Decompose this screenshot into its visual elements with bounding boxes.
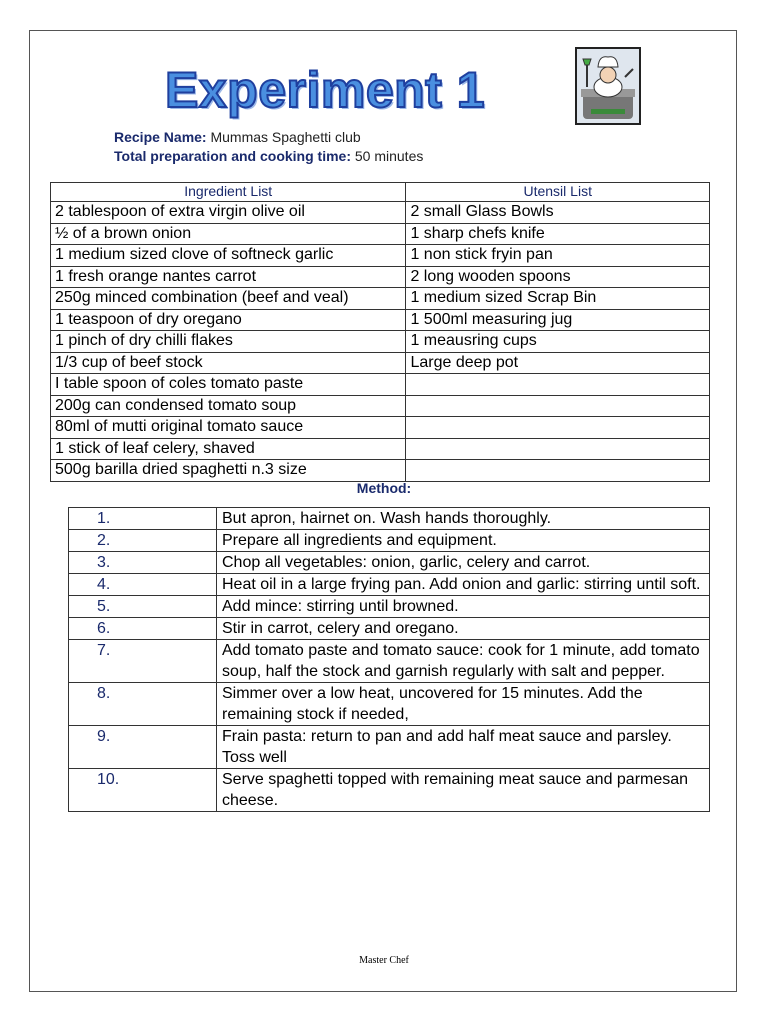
method-row [69,618,710,640]
recipe-name-label: Recipe Name: [114,129,207,145]
table-row [51,309,710,331]
step-number: 3. [69,552,217,574]
utensil-cell [406,460,710,482]
method-row [69,640,710,683]
ingredient-cell: 1 medium sized clove of softneck garlic [51,245,406,267]
step-text: Add tomato paste and tomato sauce: cook for 1 minute, add tomato soup, half the stock and garnish regularly with salt and pepper. [217,640,710,683]
ingredient-cell: 250g minced combination (beef and veal) [51,288,406,310]
table-row [51,202,710,224]
table-row [51,417,710,439]
step-number: 10. [69,769,217,812]
table-row [51,374,710,396]
step-text: But apron, hairnet on. Wash hands thoroughly. [217,508,710,530]
chef-clipart-icon [575,47,641,125]
method-heading: Method: [356,480,412,496]
ingredient-list-header: Ingredient List [51,183,406,202]
utensil-cell: Large deep pot [406,352,710,374]
step-text: Frain pasta: return to pan and add half meat sauce and parsley. Toss well [217,726,710,769]
step-text: Heat oil in a large frying pan. Add onion and garlic: stirring until soft. [217,574,710,596]
step-text: Simmer over a low heat, uncovered for 15 minutes. Add the remaining stock if needed, [217,683,710,726]
table-row [51,331,710,353]
total-time-line [114,147,423,165]
method-row [69,769,710,812]
utensil-cell [406,374,710,396]
step-text: Serve spaghetti topped with remaining meat sauce and parmesan cheese. [217,769,710,812]
utensil-cell [406,417,710,439]
utensil-cell: 1 500ml measuring jug [406,309,710,331]
step-text: Stir in carrot, celery and oregano. [217,618,710,640]
utensil-cell: 2 small Glass Bowls [406,202,710,224]
utensil-cell: 1 sharp chefs knife [406,223,710,245]
total-time-label: Total preparation and cooking time: [114,148,351,164]
step-number: 6. [69,618,217,640]
utensil-cell [406,438,710,460]
table-row [51,395,710,417]
ingredient-cell: 1 pinch of dry chilli flakes [51,331,406,353]
ingredient-cell: ½ of a brown onion [51,223,406,245]
utensil-cell: 1 non stick fryin pan [406,245,710,267]
utensil-cell [406,395,710,417]
recipe-name-value: Mummas Spaghetti club [210,129,361,145]
ingredient-cell: 200g can condensed tomato soup [51,395,406,417]
ingredient-utensil-table [50,182,710,482]
method-row [69,596,710,618]
method-row [69,552,710,574]
step-text: Chop all vegetables: onion, garlic, celery and carrot. [217,552,710,574]
step-number: 5. [69,596,217,618]
step-number: 1. [69,508,217,530]
step-number: 7. [69,640,217,683]
step-number: 8. [69,683,217,726]
table-row [51,460,710,482]
table-row [51,288,710,310]
ingredient-cell: 2 tablespoon of extra virgin olive oil [51,202,406,224]
method-row [69,574,710,596]
method-row [69,508,710,530]
ingredient-cell: 1 teaspoon of dry oregano [51,309,406,331]
utensil-cell: 2 long wooden spoons [406,266,710,288]
ingredient-cell: 1 stick of leaf celery, shaved [51,438,406,460]
page-title: Experiment 1 [165,62,486,118]
step-number: 2. [69,530,217,552]
step-text: Prepare all ingredients and equipment. [217,530,710,552]
method-row [69,726,710,769]
ingredient-cell: 1/3 cup of beef stock [51,352,406,374]
ingredient-cell: 1 fresh orange nantes carrot [51,266,406,288]
ingredient-cell: 500g barilla dried spaghetti n.3 size [51,460,406,482]
utensil-cell: 1 medium sized Scrap Bin [406,288,710,310]
method-row [69,683,710,726]
table-row [51,245,710,267]
utensil-cell: 1 meausring cups [406,331,710,353]
utensil-list-header: Utensil List [406,183,710,202]
total-time-value: 50 minutes [354,148,424,164]
step-number: 4. [69,574,217,596]
table-row [51,352,710,374]
method-row [69,530,710,552]
table-row [51,438,710,460]
ingredient-cell: I table spoon of coles tomato paste [51,374,406,396]
ingredient-cell: 80ml of mutti original tomato sauce [51,417,406,439]
table-row [51,266,710,288]
table-row [51,223,710,245]
footer-text: Master Chef [359,955,409,966]
recipe-name-line [114,128,361,146]
step-number: 9. [69,726,217,769]
method-table [68,507,710,812]
step-text: Add mince: stirring until browned. [217,596,710,618]
